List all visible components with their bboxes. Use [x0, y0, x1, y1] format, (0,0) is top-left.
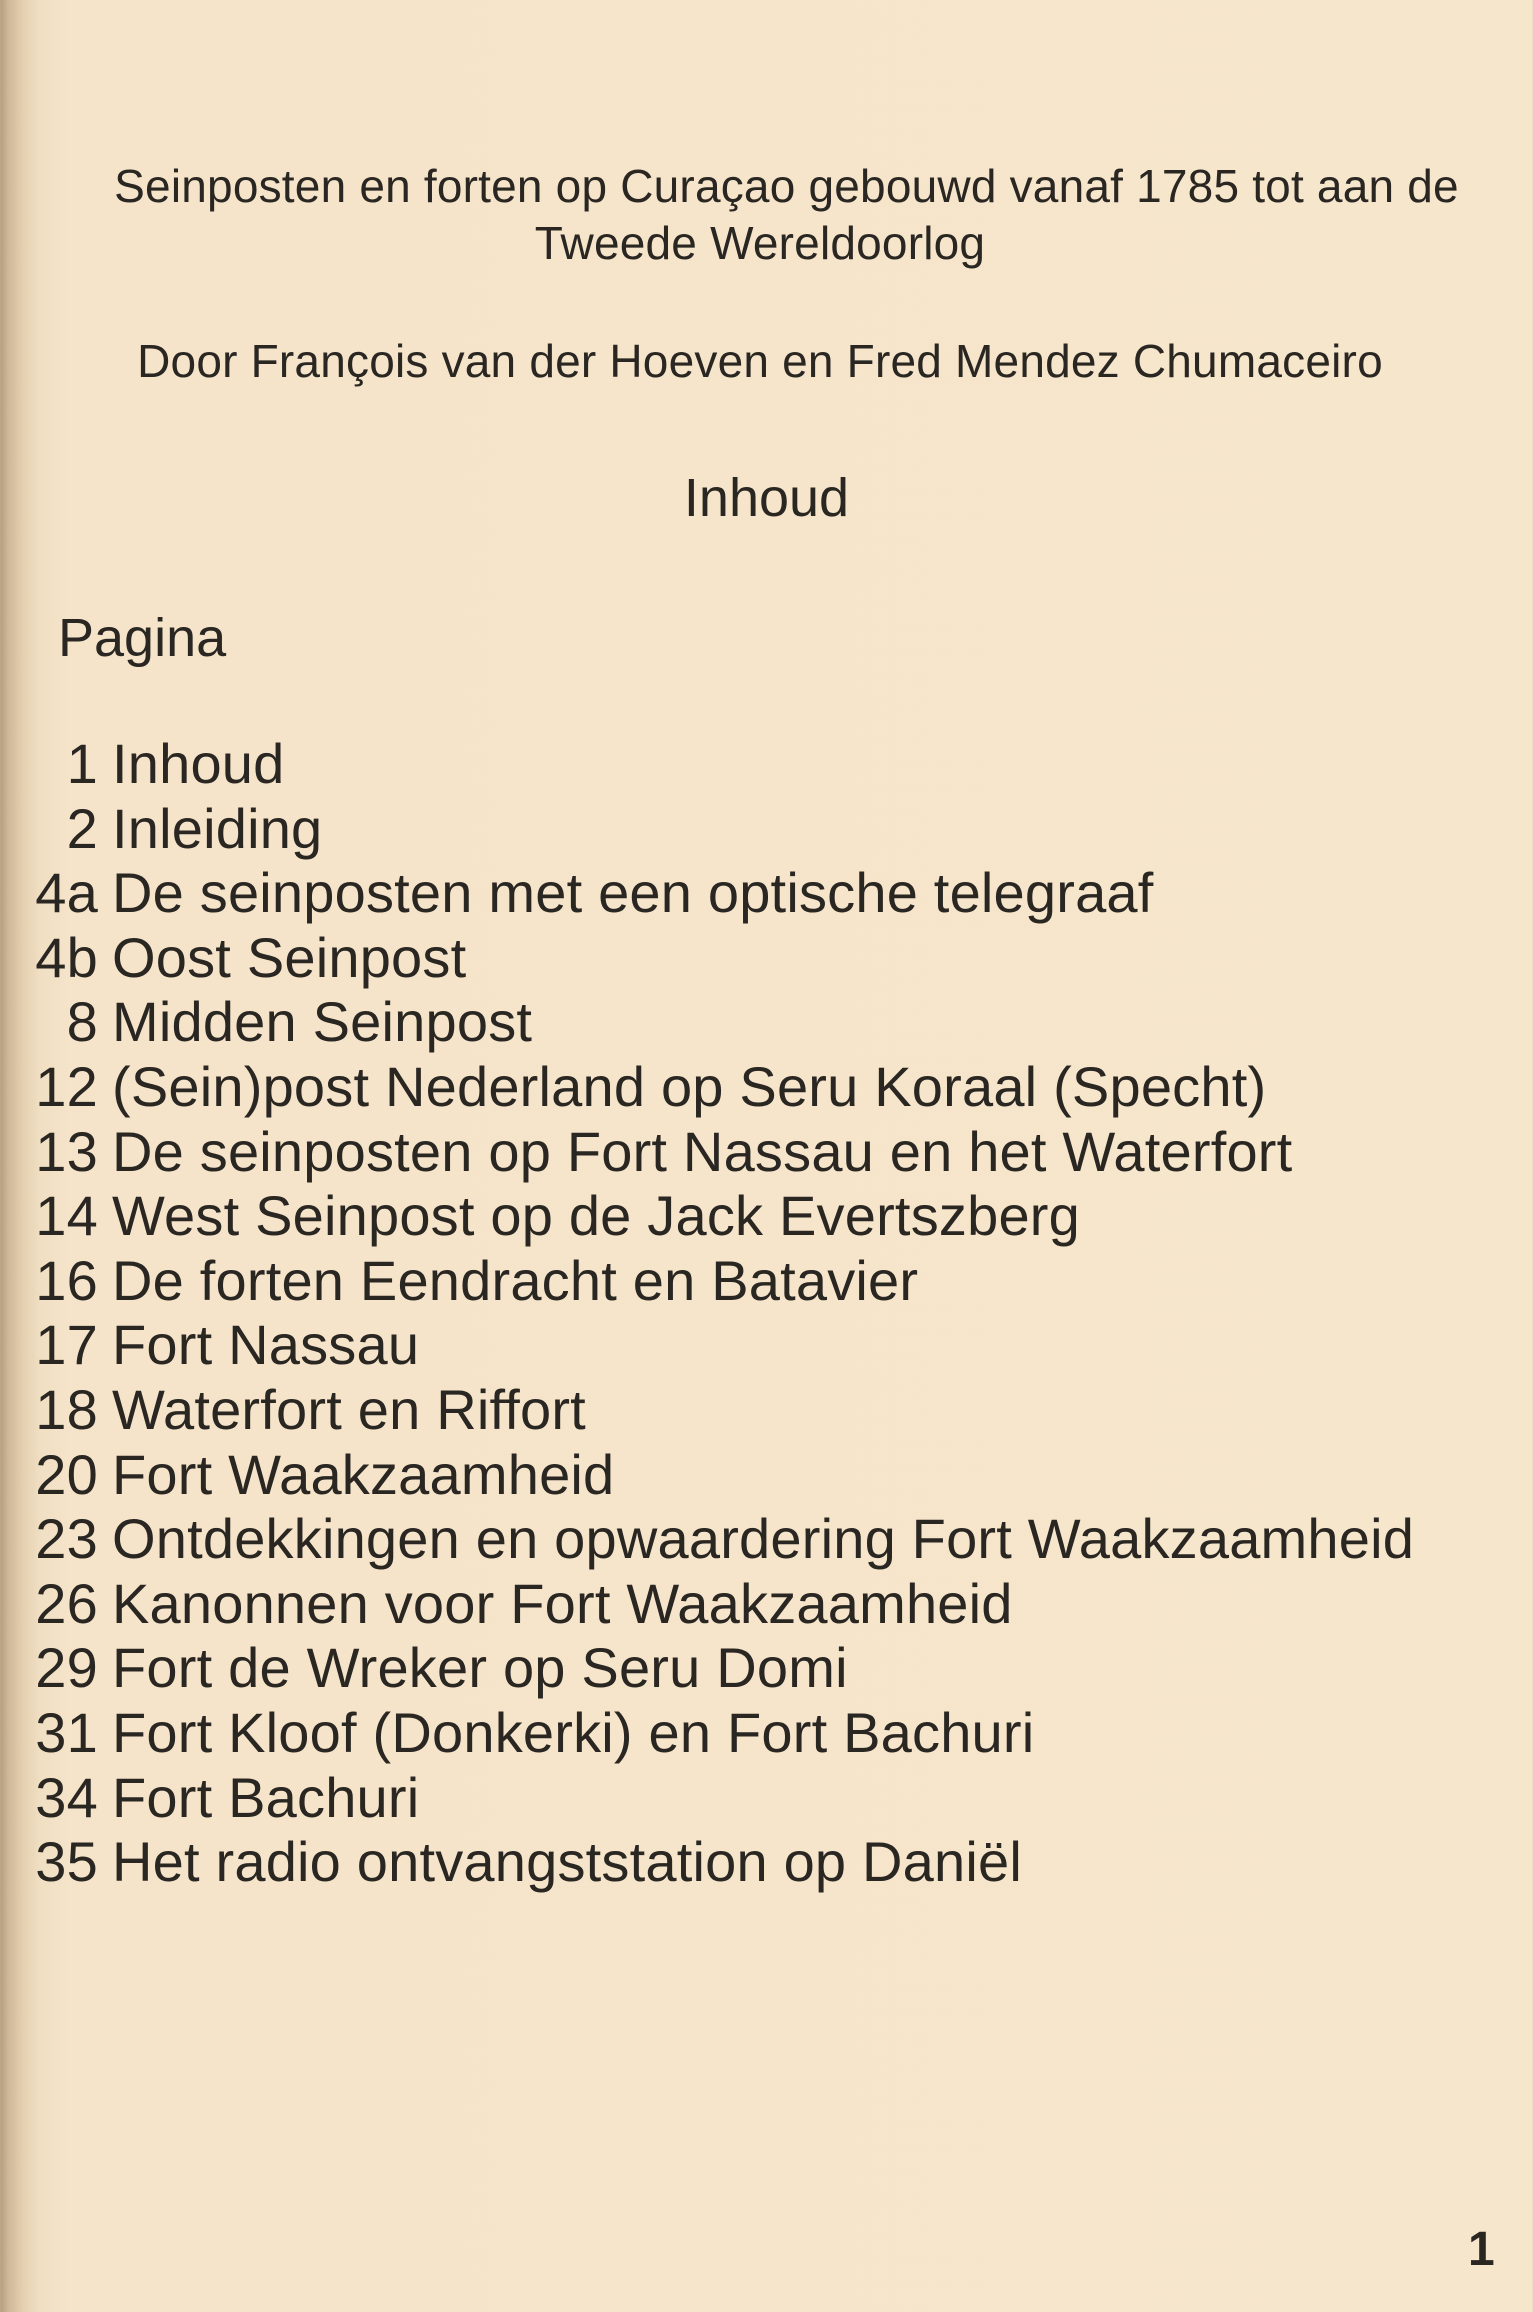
toc-entry-title: Inleiding [112, 796, 323, 860]
toc-entry-title: De seinposten op Fort Nassau en het Waterfort [112, 1119, 1293, 1183]
toc-entry [34, 1313, 1414, 1378]
toc-entry-title: Waterfort en Riffort [112, 1377, 586, 1441]
toc-entry-page: 14 [35, 1184, 98, 1248]
toc-entry-page: 26 [35, 1571, 98, 1635]
table-of-contents [34, 732, 1414, 1895]
toc-entry-page: 35 [35, 1830, 98, 1894]
toc-entry [34, 990, 1414, 1055]
toc-entry-title: Ontdekkingen en opwaardering Fort Waakzaamheid [112, 1507, 1415, 1571]
document-title-line-1: Seinposten en forten op Curaçao gebouwd vanaf 1785 tot aan de [114, 160, 1459, 212]
toc-entry-title: Het radio ontvangststation op Daniël [112, 1830, 1022, 1894]
toc-entry [34, 926, 1414, 991]
toc-entry-title: Fort de Wreker op Seru Domi [112, 1636, 848, 1700]
toc-entry-page: 2 [66, 796, 98, 860]
toc-entry-title: Fort Waakzaamheid [112, 1442, 615, 1506]
toc-entry [34, 1572, 1414, 1637]
toc-entry [34, 1120, 1414, 1185]
toc-entry-title: Oost Seinpost [112, 925, 467, 989]
toc-entry-title: De forten Eendracht en Batavier [112, 1248, 919, 1312]
toc-entry-page: 4b [35, 925, 98, 989]
toc-entry [34, 1507, 1414, 1572]
toc-entry [34, 1378, 1414, 1443]
toc-entry-page: 4a [35, 861, 98, 925]
toc-entry-title: Kanonnen voor Fort Waakzaamheid [112, 1571, 1013, 1635]
toc-entry [34, 797, 1414, 862]
toc-entry [34, 1055, 1414, 1120]
toc-entry [34, 1249, 1414, 1314]
toc-entry-page: 12 [35, 1054, 98, 1118]
toc-entry-title: Fort Kloof (Donkerki) en Fort Bachuri [112, 1700, 1035, 1764]
toc-entry-title: Inhoud [112, 732, 285, 795]
toc-entry-page: 17 [35, 1313, 98, 1377]
toc-entry [34, 732, 1414, 797]
toc-entry [34, 1830, 1414, 1895]
toc-entry [34, 1766, 1414, 1831]
toc-entry-page: 13 [35, 1119, 98, 1183]
toc-entry-page: 1 [66, 732, 98, 795]
toc-entry-title: Midden Seinpost [112, 990, 533, 1054]
toc-entry-page: 20 [35, 1442, 98, 1506]
toc-entry-page: 29 [35, 1636, 98, 1700]
toc-entry-title: Fort Bachuri [112, 1765, 420, 1829]
toc-entry-title: Fort Nassau [112, 1313, 420, 1377]
toc-entry [34, 861, 1414, 926]
page-column-label: Pagina [58, 608, 227, 668]
toc-entry-page: 23 [35, 1507, 98, 1571]
toc-entry-page: 8 [66, 990, 98, 1054]
page-number: 1 [1468, 2223, 1495, 2276]
toc-entry [34, 1443, 1414, 1508]
toc-entry [34, 1636, 1414, 1701]
toc-entry [34, 1184, 1414, 1249]
toc-entry-page: 18 [35, 1377, 98, 1441]
toc-entry-title: West Seinpost op de Jack Evertszberg [112, 1184, 1080, 1248]
authors-line: Door François van der Hoeven en Fred Mendez Chumaceiro [137, 335, 1383, 387]
toc-entry-page: 34 [35, 1765, 98, 1829]
contents-heading: Inhoud [683, 468, 850, 528]
document-title-line-2: Tweede Wereldoorlog [534, 217, 986, 269]
toc-entry-page: 31 [35, 1700, 98, 1764]
toc-entry-page: 16 [35, 1248, 98, 1312]
toc-entry [34, 1701, 1414, 1766]
toc-entry-title: De seinposten met een optische telegraaf [112, 861, 1154, 925]
toc-entry-title: (Sein)post Nederland op Seru Koraal (Specht) [112, 1054, 1267, 1118]
